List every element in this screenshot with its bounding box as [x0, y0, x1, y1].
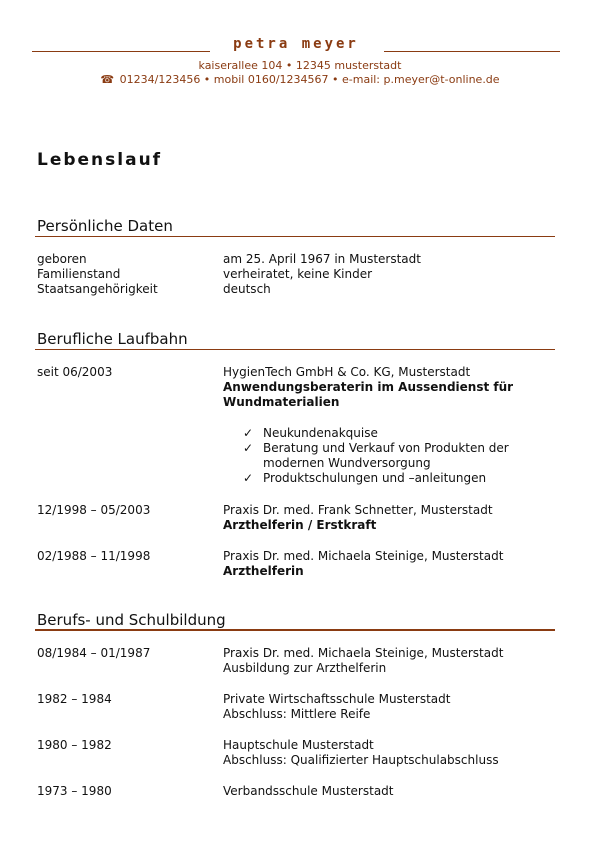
personal-value: verheiratet, keine Kinder — [223, 267, 373, 281]
contact-text: 01234/123456 • mobil 0160/1234567 • e-mail: p.meyer@t-online.de — [119, 73, 500, 86]
career-employer: HygienTech GmbH & Co. KG, Musterstadt — [223, 365, 471, 379]
section-heading-personal: Persönliche Daten — [37, 217, 173, 235]
education-institution: Praxis Dr. med. Michaela Steinige, Musterstadt — [223, 646, 504, 660]
career-period: seit 06/2003 — [37, 365, 113, 379]
section-divider-career — [35, 349, 555, 350]
task-text: modernen Wundversorgung — [263, 456, 431, 470]
career-position: Wundmaterialien — [223, 395, 340, 409]
personal-value: am 25. April 1967 in Musterstadt — [223, 252, 421, 266]
document-title: Lebenslauf — [37, 150, 163, 170]
education-period: 1982 – 1984 — [37, 692, 112, 706]
section-heading-career: Berufliche Laufbahn — [37, 330, 188, 348]
address-line: kaiserallee 104 • 12345 musterstadt — [198, 59, 402, 72]
name-header — [32, 36, 560, 54]
personal-label: Familienstand — [37, 267, 121, 281]
checkmark-icon: ✓ — [243, 471, 254, 485]
contact-line — [0, 73, 600, 86]
career-position: Arzthelferin / Erstkraft — [223, 518, 377, 532]
list-item — [243, 426, 543, 441]
checkmark-icon: ✓ — [243, 426, 254, 440]
education-institution: Private Wirtschaftsschule Musterstadt — [223, 692, 451, 706]
personal-label: Staatsangehörigkeit — [37, 282, 158, 296]
education-period: 1980 – 1982 — [37, 738, 112, 752]
task-list — [243, 426, 543, 486]
task-text: Neukundenakquise — [263, 426, 378, 440]
career-position: Arzthelferin — [223, 564, 304, 578]
task-text: Produktschulungen und –anleitungen — [263, 471, 487, 485]
education-period: 08/1984 – 01/1987 — [37, 646, 151, 660]
list-item — [243, 471, 543, 486]
personal-label: geboren — [37, 252, 87, 266]
education-institution: Verbandsschule Musterstadt — [223, 784, 394, 798]
applicant-name: petra meyer — [233, 36, 359, 52]
career-position: Anwendungsberaterin im Aussendienst für — [223, 380, 514, 394]
section-heading-education: Berufs- und Schulbildung — [37, 611, 226, 629]
education-period: 1973 – 1980 — [37, 784, 112, 798]
education-detail: Ausbildung zur Arzthelferin — [223, 661, 387, 675]
header-divider-right — [384, 51, 560, 52]
career-employer: Praxis Dr. med. Michaela Steinige, Musterstadt — [223, 549, 504, 563]
education-detail: Abschluss: Qualifizierter Hauptschulabschluss — [223, 753, 499, 767]
personal-value: deutsch — [223, 282, 271, 296]
career-employer: Praxis Dr. med. Frank Schnetter, Musterstadt — [223, 503, 493, 517]
career-period: 02/1988 – 11/1998 — [37, 549, 151, 563]
list-item — [243, 441, 543, 471]
education-detail: Abschluss: Mittlere Reife — [223, 707, 371, 721]
section-divider-education — [35, 629, 555, 631]
education-institution: Hauptschule Musterstadt — [223, 738, 374, 752]
section-divider-personal — [35, 236, 555, 237]
task-text: Beratung und Verkauf von Produkten der — [263, 441, 509, 455]
career-period: 12/1998 – 05/2003 — [37, 503, 151, 517]
phone-icon: ☎ — [100, 73, 115, 86]
checkmark-icon: ✓ — [243, 441, 254, 455]
